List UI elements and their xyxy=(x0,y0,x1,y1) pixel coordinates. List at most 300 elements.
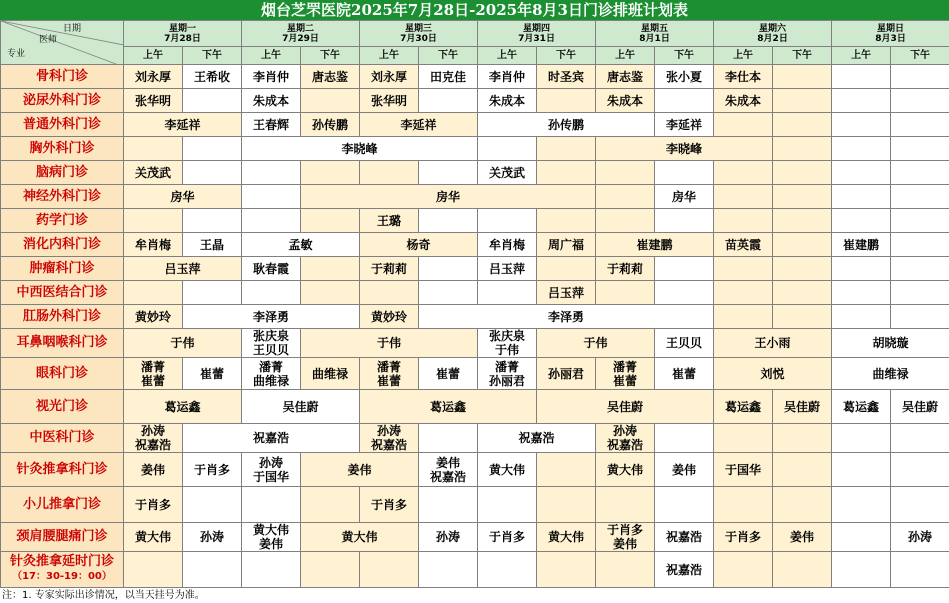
doctor-name: 张华明 xyxy=(371,93,408,108)
schedule-cell xyxy=(714,185,773,209)
schedule-cell xyxy=(183,424,360,453)
schedule-cell xyxy=(537,137,596,161)
schedule-cell xyxy=(242,161,301,185)
schedule-cell xyxy=(773,161,832,185)
department-label: 胸外科门诊 xyxy=(29,140,95,156)
schedule-cell xyxy=(242,89,301,113)
schedule-cell xyxy=(773,281,832,305)
doctor-name: 牟肖梅 xyxy=(134,237,171,252)
schedule-cell xyxy=(419,523,478,552)
doctor-name: 于伟 xyxy=(377,336,402,350)
doctor-name: 吕玉萍 xyxy=(164,261,201,276)
department-row xyxy=(1,424,949,453)
schedule-cell xyxy=(301,487,360,523)
doctor-name: 王小雨 xyxy=(754,336,791,350)
department-row xyxy=(1,453,949,487)
schedule-cell xyxy=(124,487,183,523)
schedule-cell xyxy=(655,185,714,209)
department-label: 药学门诊 xyxy=(35,212,88,228)
schedule-cell xyxy=(360,487,419,523)
department-row xyxy=(1,65,949,89)
period-pm-label: 下午 xyxy=(891,47,949,65)
schedule-cell xyxy=(773,89,832,113)
date-label: 8月2日 xyxy=(757,33,788,44)
schedule-cell xyxy=(537,390,714,424)
schedule-cell xyxy=(537,161,596,185)
schedule-cell xyxy=(124,161,183,185)
department-name xyxy=(1,89,124,113)
doctor-name: 李仕本 xyxy=(725,69,762,84)
doctor-name: 李延祥 xyxy=(400,117,437,132)
schedule-cell xyxy=(478,65,537,89)
schedule-cell xyxy=(124,89,183,113)
weekday-label: 星期一 xyxy=(169,23,197,34)
schedule-cell xyxy=(124,137,183,161)
department-row xyxy=(1,487,949,523)
schedule-cell xyxy=(714,113,773,137)
doctor-name: 时圣宾 xyxy=(548,69,585,84)
schedule-cell xyxy=(655,281,714,305)
schedule-cell xyxy=(419,453,478,487)
header-weekday-row xyxy=(1,21,949,47)
department-name xyxy=(1,233,124,257)
schedule-cell xyxy=(714,487,773,523)
schedule-cell xyxy=(242,358,301,390)
period-am-label: 上午 xyxy=(478,47,537,65)
department-label: 脑病门诊 xyxy=(35,164,88,180)
day-header xyxy=(478,21,596,47)
schedule-cell xyxy=(773,305,832,329)
schedule-cell xyxy=(124,185,242,209)
doctor-name: 朱成本 xyxy=(489,93,526,108)
corner-date-label: 日期 xyxy=(63,24,82,34)
schedule-cell xyxy=(360,281,419,305)
department-label: 视光门诊 xyxy=(35,398,88,414)
schedule-cell xyxy=(832,390,891,424)
day-header xyxy=(596,21,714,47)
schedule-cell xyxy=(242,113,301,137)
schedule-cell xyxy=(419,358,478,390)
doctor-name: 葛运鑫 xyxy=(430,399,467,414)
schedule-cell xyxy=(832,161,891,185)
department-name xyxy=(1,113,124,137)
schedule-cell xyxy=(714,65,773,89)
doctor-name: 刘永厚 xyxy=(134,69,171,84)
doctor-name: 吴佳蔚 xyxy=(902,399,939,414)
department-name xyxy=(1,209,124,233)
doctor-name: 黄妙玲 xyxy=(371,309,408,324)
schedule-cell xyxy=(301,161,360,185)
schedule-cell xyxy=(832,281,891,305)
department-name xyxy=(1,305,124,329)
doctor-name: 张庆泉 xyxy=(253,329,290,343)
schedule-cell xyxy=(891,552,949,588)
department-name xyxy=(1,257,124,281)
department-label: 神经外科门诊 xyxy=(22,188,101,204)
department-row xyxy=(1,552,949,588)
schedule-cell xyxy=(773,185,832,209)
day-header xyxy=(714,21,832,47)
weekday-label: 星期日 xyxy=(877,23,905,34)
schedule-cell xyxy=(301,523,419,552)
schedule-cell xyxy=(773,65,832,89)
weekday-label: 星期五 xyxy=(641,23,669,34)
schedule-cell xyxy=(832,424,891,453)
schedule-cell xyxy=(714,453,773,487)
doctor-name: 王贝贝 xyxy=(253,343,290,357)
doctor-name: 王贝贝 xyxy=(666,336,703,350)
schedule-cell xyxy=(242,185,301,209)
schedule-cell xyxy=(832,329,949,358)
schedule-cell xyxy=(537,209,596,233)
schedule-cell xyxy=(478,358,537,390)
doctor-name: 田克佳 xyxy=(430,69,467,84)
department-name xyxy=(1,161,124,185)
doctor-name: 姜伟 xyxy=(436,455,461,470)
schedule-cell xyxy=(360,89,419,113)
corner-specialty-label: 专业 xyxy=(7,49,26,59)
schedule-cell xyxy=(242,329,301,358)
doctor-name: 崔蕾 xyxy=(140,373,165,388)
schedule-cell xyxy=(832,358,949,390)
schedule-cell xyxy=(360,233,478,257)
schedule-cell xyxy=(891,137,949,161)
schedule-cell xyxy=(301,329,478,358)
schedule-cell xyxy=(655,161,714,185)
doctor-name: 姜伟 xyxy=(259,537,284,551)
doctor-name: 葛运鑫 xyxy=(843,399,880,414)
schedule-cell xyxy=(655,487,714,523)
schedule-cell xyxy=(478,552,537,588)
department-name xyxy=(1,329,124,358)
schedule-cell xyxy=(183,161,242,185)
schedule-cell xyxy=(478,281,537,305)
day-header xyxy=(124,21,242,47)
department-row xyxy=(1,137,949,161)
date-label: 8月1日 xyxy=(639,33,670,44)
schedule-cell xyxy=(124,257,242,281)
doctor-name: 耿春霞 xyxy=(253,261,290,276)
department-label: 肿瘤科门诊 xyxy=(29,260,95,276)
schedule-cell xyxy=(360,358,419,390)
schedule-cell xyxy=(714,358,832,390)
department-label: 泌尿外科门诊 xyxy=(22,92,101,108)
doctor-name: 李晓峰 xyxy=(341,141,378,156)
schedule-cell xyxy=(124,552,183,588)
doctor-name: 潘菁 xyxy=(377,359,402,374)
schedule-cell xyxy=(832,113,891,137)
doctor-name: 唐志鉴 xyxy=(312,69,349,84)
doctor-name: 孙丽君 xyxy=(548,366,585,381)
date-label: 7月29日 xyxy=(282,33,319,44)
doctor-name: 姜伟 xyxy=(790,530,815,544)
doctor-name: 于肖多 xyxy=(725,530,762,544)
schedule-cell xyxy=(478,424,596,453)
schedule-cell xyxy=(183,137,242,161)
schedule-cell xyxy=(301,281,360,305)
doctor-name: 于肖多 xyxy=(607,523,644,537)
doctor-name: 葛运鑫 xyxy=(164,399,201,414)
doctor-name: 周广福 xyxy=(548,237,585,252)
schedule-cell xyxy=(242,257,301,281)
schedule-cell xyxy=(832,209,891,233)
doctor-name: 于肖多 xyxy=(371,497,408,512)
doctor-name: 于伟 xyxy=(495,343,520,357)
schedule-cell xyxy=(301,453,419,487)
schedule-cell xyxy=(419,65,478,89)
schedule-cell xyxy=(537,358,596,390)
schedule-cell xyxy=(773,390,832,424)
doctor-name: 黄大伟 xyxy=(548,530,585,544)
department-row xyxy=(1,89,949,113)
schedule-cell xyxy=(242,453,301,487)
department-row xyxy=(1,113,949,137)
department-row xyxy=(1,257,949,281)
period-pm-label: 下午 xyxy=(301,47,360,65)
schedule-cell xyxy=(655,89,714,113)
schedule-cell xyxy=(301,65,360,89)
doctor-name: 吴佳蔚 xyxy=(607,399,644,414)
schedule-cell xyxy=(891,281,949,305)
schedule-cell xyxy=(773,523,832,552)
schedule-cell xyxy=(124,233,183,257)
doctor-name: 苗英霞 xyxy=(725,237,762,252)
doctor-name: 祝嘉浩 xyxy=(134,438,171,452)
department-row xyxy=(1,523,949,552)
doctor-name: 吴佳蔚 xyxy=(784,399,821,414)
schedule-cell xyxy=(655,453,714,487)
department-name xyxy=(1,137,124,161)
doctor-name: 祝嘉浩 xyxy=(518,431,555,445)
schedule-cell xyxy=(537,329,655,358)
department-hours: （17：30-19：00） xyxy=(12,571,112,582)
schedule-cell xyxy=(478,233,537,257)
doctor-name: 王璐 xyxy=(377,213,402,228)
doctor-name: 潘菁 xyxy=(259,359,284,374)
schedule-cell xyxy=(537,257,596,281)
schedule-cell xyxy=(183,89,242,113)
schedule-cell xyxy=(360,552,419,588)
doctor-name: 李泽勇 xyxy=(548,309,585,324)
schedule-cell xyxy=(891,185,949,209)
schedule-cell xyxy=(891,424,949,453)
doctor-name: 于莉莉 xyxy=(607,261,644,276)
schedule-cell xyxy=(537,89,596,113)
schedule-cell xyxy=(183,523,242,552)
doctor-name: 孙涛 xyxy=(377,424,402,438)
schedule-cell xyxy=(478,161,537,185)
schedule-cell xyxy=(891,161,949,185)
doctor-name: 潘菁 xyxy=(140,359,165,374)
doctor-name: 祝嘉浩 xyxy=(371,438,408,452)
schedule-cell xyxy=(124,65,183,89)
department-label: 骨科门诊 xyxy=(35,68,88,84)
department-row xyxy=(1,329,949,358)
schedule-cell xyxy=(478,257,537,281)
period-am-label: 上午 xyxy=(124,47,183,65)
schedule-cell xyxy=(891,523,949,552)
doctor-name: 房华 xyxy=(436,189,461,204)
department-name xyxy=(1,523,124,552)
schedule-cell xyxy=(832,523,891,552)
schedule-cell xyxy=(183,358,242,390)
schedule-cell xyxy=(832,185,891,209)
schedule-cell xyxy=(714,233,773,257)
department-label: 眼科门诊 xyxy=(35,365,88,381)
doctor-name: 崔蕾 xyxy=(377,373,402,388)
schedule-cell xyxy=(655,65,714,89)
doctor-name: 孙涛 xyxy=(613,424,638,438)
date-label: 7月28日 xyxy=(164,33,201,44)
schedule-cell xyxy=(891,209,949,233)
doctor-name: 祝嘉浩 xyxy=(666,530,703,544)
department-row xyxy=(1,390,949,424)
schedule-cell xyxy=(655,523,714,552)
doctor-name: 崔蕾 xyxy=(672,366,697,381)
date-label: 7月31日 xyxy=(518,33,555,44)
schedule-cell xyxy=(537,281,596,305)
schedule-cell xyxy=(773,424,832,453)
department-row xyxy=(1,185,949,209)
department-name xyxy=(1,185,124,209)
weekday-label: 星期三 xyxy=(405,23,433,34)
doctor-name: 李晓峰 xyxy=(666,141,703,156)
schedule-cell xyxy=(242,552,301,588)
department-name xyxy=(1,487,124,523)
schedule-cell xyxy=(832,137,891,161)
schedule-cell xyxy=(478,113,655,137)
schedule-cell xyxy=(773,113,832,137)
schedule-cell xyxy=(124,424,183,453)
corner-doctor-label: 医师 xyxy=(39,35,58,45)
schedule-cell xyxy=(537,552,596,588)
doctor-name: 吴佳蔚 xyxy=(282,399,319,414)
schedule-cell xyxy=(242,487,301,523)
doctor-name: 黄大伟 xyxy=(607,462,644,477)
doctor-name: 孙丽君 xyxy=(489,373,526,388)
doctor-name: 王春辉 xyxy=(253,117,290,132)
doctor-name: 唐志鉴 xyxy=(607,69,644,84)
doctor-name: 于肖多 xyxy=(134,497,171,512)
doctor-name: 张华明 xyxy=(134,93,171,108)
schedule-cell xyxy=(242,65,301,89)
department-name xyxy=(1,424,124,453)
schedule-cell xyxy=(478,487,537,523)
doctor-name: 崔建鹏 xyxy=(636,237,673,252)
doctor-name: 潘菁 xyxy=(495,359,520,374)
doctor-name: 曲维禄 xyxy=(312,366,349,381)
schedule-cell xyxy=(301,89,360,113)
doctor-name: 曲维禄 xyxy=(872,366,909,381)
schedule-cell xyxy=(773,257,832,281)
schedule-cell xyxy=(655,424,714,453)
date-label: 7月30日 xyxy=(400,33,437,44)
doctor-name: 于国华 xyxy=(725,462,762,477)
doctor-name: 朱成本 xyxy=(725,93,762,108)
doctor-name: 曲维禄 xyxy=(253,373,290,388)
schedule-cell xyxy=(242,281,301,305)
department-label: 针灸推拿科门诊 xyxy=(16,461,108,477)
doctor-name: 黄大伟 xyxy=(134,530,171,544)
doctor-name: 葛运鑫 xyxy=(725,399,762,414)
schedule-cell xyxy=(596,209,655,233)
doctor-name: 孙传鹏 xyxy=(548,117,585,132)
schedule-cell xyxy=(537,65,596,89)
schedule-cell xyxy=(714,523,773,552)
schedule-cell xyxy=(714,257,773,281)
schedule-cell xyxy=(242,523,301,552)
schedule-cell xyxy=(537,233,596,257)
schedule-cell xyxy=(773,453,832,487)
schedule-cell xyxy=(832,552,891,588)
doctor-name: 朱成本 xyxy=(607,93,644,108)
doctor-name: 李肖仲 xyxy=(489,69,526,84)
schedule-cell xyxy=(360,161,419,185)
schedule-cell xyxy=(360,209,419,233)
schedule-cell xyxy=(655,209,714,233)
schedule-cell xyxy=(596,523,655,552)
schedule-table xyxy=(0,20,949,588)
schedule-cell xyxy=(360,390,537,424)
schedule-cell xyxy=(124,453,183,487)
department-row xyxy=(1,161,949,185)
schedule-cell xyxy=(360,305,419,329)
department-label: 耳鼻咽喉科门诊 xyxy=(16,335,108,350)
header-period-row xyxy=(1,47,949,65)
schedule-cell xyxy=(419,209,478,233)
doctor-name: 张小夏 xyxy=(666,69,703,84)
doctor-name: 黄大伟 xyxy=(253,523,290,537)
doctor-name: 刘永厚 xyxy=(371,69,408,84)
schedule-cell xyxy=(360,65,419,89)
doctor-name: 祝嘉浩 xyxy=(430,469,467,484)
doctor-name: 王晶 xyxy=(200,237,225,252)
schedule-cell xyxy=(655,358,714,390)
doctor-name: 朱成本 xyxy=(253,93,290,108)
schedule-cell xyxy=(773,137,832,161)
schedule-cell xyxy=(478,329,537,358)
schedule-cell xyxy=(596,281,655,305)
schedule-cell xyxy=(360,257,419,281)
period-pm-label: 下午 xyxy=(773,47,832,65)
weekday-label: 星期二 xyxy=(287,23,315,34)
schedule-cell xyxy=(124,523,183,552)
doctor-name: 张庆泉 xyxy=(489,329,526,343)
doctor-name: 于肖多 xyxy=(489,530,526,544)
doctor-name: 于肖多 xyxy=(194,462,231,477)
schedule-cell xyxy=(596,453,655,487)
schedule-cell xyxy=(596,89,655,113)
schedule-cell xyxy=(124,358,183,390)
doctor-name: 姜伟 xyxy=(672,462,697,477)
schedule-cell xyxy=(419,257,478,281)
schedule-cell xyxy=(596,552,655,588)
doctor-name: 关茂武 xyxy=(489,165,526,180)
schedule-cell xyxy=(596,233,714,257)
footnote: 注：1. 专家实际出诊情况，以当天挂号为准。 xyxy=(2,590,205,601)
department-label: 中医科门诊 xyxy=(29,430,95,445)
doctor-name: 李泽勇 xyxy=(253,309,290,324)
schedule-cell xyxy=(714,209,773,233)
schedule-cell xyxy=(714,552,773,588)
doctor-name: 黄大伟 xyxy=(341,530,378,544)
schedule-cell xyxy=(832,305,891,329)
schedule-cell xyxy=(891,65,949,89)
schedule-cell xyxy=(655,552,714,588)
doctor-name: 李肖仲 xyxy=(253,69,290,84)
schedule-cell xyxy=(124,209,183,233)
schedule-cell xyxy=(596,487,655,523)
